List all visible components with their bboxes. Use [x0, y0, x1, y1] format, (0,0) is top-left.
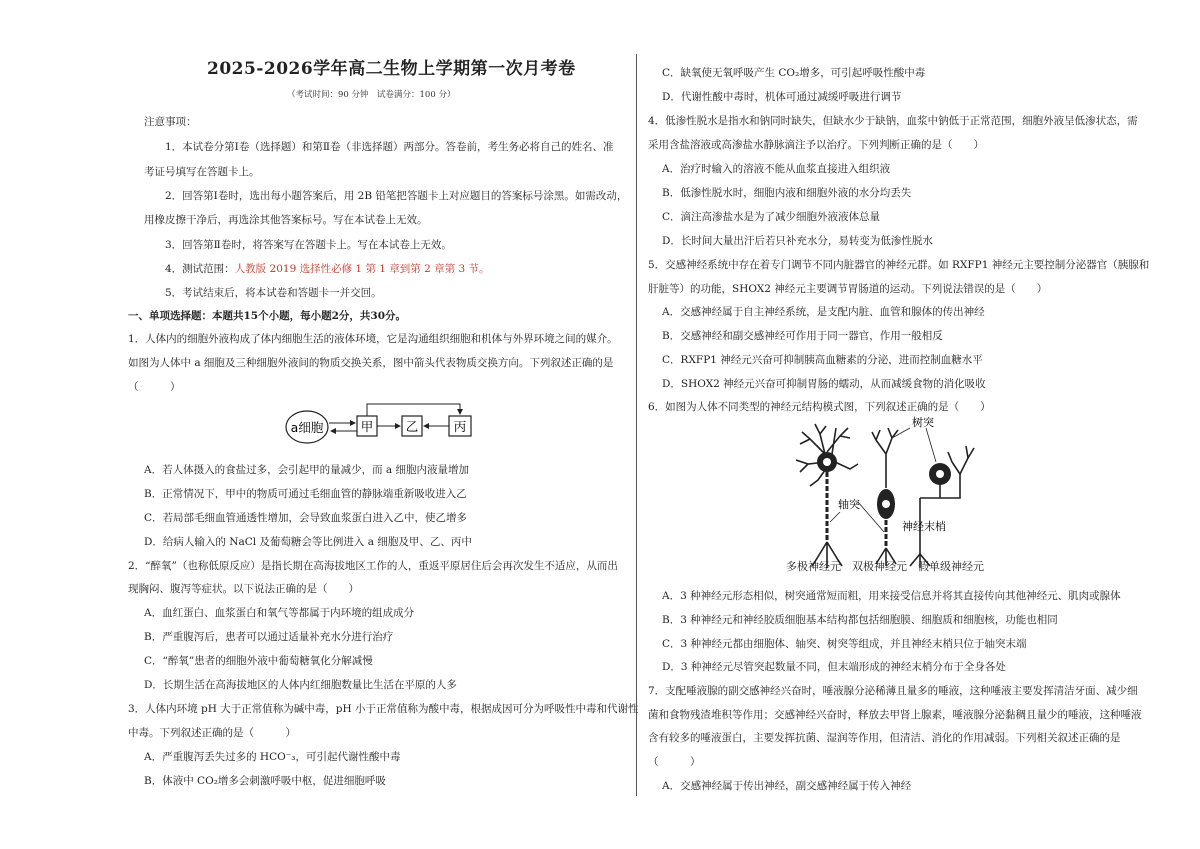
nerve-terminal-label: 神经末梢 [902, 520, 946, 533]
note-5: 5．考试结束后，将本试卷和答题卡一并交回。 [165, 287, 382, 299]
q7-line-2: 菌和食物残渣堆积等作用；交感神经兴奋时，释放去甲肾上腺素，唾液腺分泌黏稠且量少的唾液，这种唾液 [648, 709, 1142, 721]
q4-option-b: B．低渗性脱水时，细胞内液和细胞外液的水分均丢失 [662, 187, 912, 199]
q5-option-a: A．交感神经属于自主神经系统，是支配内脏、血管和腺体的传出神经 [662, 306, 985, 318]
q4-line-1: 4．低渗性脱水是指水和钠同时缺失，但缺水少于缺钠，血浆中钠低于正常范围，细胞外液呈低渗状态，需 [648, 115, 1138, 127]
q3-line-2: 中毒。下列叙述正确的是（ ） [128, 727, 296, 739]
q4-line-2: 采用含盐溶液或高渗盐水静脉滴注予以治疗。下列判断正确的是（ ） [648, 139, 984, 151]
q3-option-a: A．严重腹泻丢失过多的 HCO⁻₃，可引起代谢性酸中毒 [144, 751, 401, 763]
q1-option-b: B．正常情况下，甲中的物质可通过毛细血管的静脉端重新吸收进入乙 [144, 488, 467, 500]
q1-option-a: A．若人体摄入的食盐过多，会引起甲的量减少，而 a 细胞内液量增加 [144, 464, 470, 476]
note-1a: 1．本试卷分第Ⅰ卷（选择题）和第Ⅱ卷（非选择题）两部分。答卷前，考生务必将自己的姓名、准 [165, 141, 614, 153]
q5-line-2: 肝脏等）的功能，SHOX2 神经元主要调节胃肠道的运动。下列说法错误的是（ ） [648, 283, 1048, 295]
dendrite-label: 树突 [912, 416, 934, 429]
q1-option-d: D．给病人输入的 NaCl 及葡萄糖会等比例进入 a 细胞及甲、乙、丙中 [144, 536, 472, 548]
q3-option-c: C．缺氧使无氧呼吸产生 CO₂增多，可引起呼吸性酸中毒 [662, 67, 926, 79]
jia-label: 甲 [360, 419, 374, 434]
q6-option-c: C．3 种神经元都由细胞体、轴突、树突等组成，并且神经末梢只位于轴突末端 [662, 638, 1027, 650]
a-cell-label: a细胞 [290, 420, 324, 435]
q5-option-d: D．SHOX2 神经元兴奋可抑制胃肠的蠕动，从而减缓食物的消化吸收 [662, 378, 986, 390]
multipolar-neuron [796, 424, 858, 568]
q6-option-a: A．3 种神经元形态相似，树突通常短而粗，用来接受信息并将其直接传向其他神经元、肌肉或腺体 [662, 590, 1121, 602]
note-2b: 用橡皮擦干净后，再选涂其他答案标号。写在本试卷上无效。 [144, 214, 428, 226]
q3-option-d: D．代谢性酸中毒时，机体可通过减缓呼吸进行调节 [662, 91, 902, 103]
q1-line-1: 1．人体内的细胞外液构成了体内细胞生活的液体环境，它是沟通组织细胞和机体与外界环境之间的媒介。 [128, 333, 618, 345]
q5-option-b: B．交感神经和副交感神经可作用于同一器官，作用一般相反 [662, 330, 943, 342]
yi-label: 乙 [405, 419, 419, 434]
section-heading: 一、单项选择题：本题共15个小题，每小题2分，共30分。 [128, 310, 407, 322]
q2-option-a: A．血红蛋白、血浆蛋白和氧气等都属于内环境的组成成分 [144, 607, 415, 619]
q2-option-c: C．“醉氧”患者的细胞外液中葡萄糖氧化分解减慢 [144, 655, 373, 667]
q3-line-1: 3．人体内环境 pH 大于正常值称为碱中毒，pH 小于正常值称为酸中毒，根据成因可分为呼吸性中毒和代谢性 [128, 703, 639, 715]
note-3: 3．回答第Ⅱ卷时，将答案写在答题卡上。写在本试卷上无效。 [165, 239, 452, 251]
note-4 [165, 262, 490, 276]
notes-heading: 注意事项： [144, 116, 197, 128]
q2-line-2: 现胸闷、腹泻等症状。以下说法正确的是（ ） [128, 583, 359, 595]
q6-option-b: B．3 种神经元和神经胶质细胞基本结构都包括细胞膜、细胞质和细胞核，功能也相同 [662, 614, 1058, 626]
neuron-figure [780, 414, 1016, 578]
q4-option-c: C．滴注高渗盐水是为了减少细胞外液液体总量 [662, 211, 881, 223]
exam-subtitle: （考试时间：90 分钟 试卷满分：100 分） [287, 90, 456, 100]
page-title: 2025-2026学年高二生物上学期第一次月考卷 [207, 59, 576, 79]
note-4-prefix: 4．测试范围： [165, 263, 235, 275]
q1-line-3: （ ） [128, 381, 181, 393]
q3-option-b: B．体液中 CO₂增多会刺激呼吸中枢，促进细胞呼吸 [144, 775, 386, 787]
q1-line-2: 如图为人体中 a 细胞及三种细胞外液间的物质交换关系，图中箭头代表物质交换方向。下列叙述正确的是 [128, 357, 614, 369]
q6-line-1: 6．如图为人体不同类型的神经元结构模式图，下列叙述正确的是（ ） [648, 401, 991, 413]
q7-line-4: （ ） [648, 756, 701, 768]
q1-option-c: C．若局部毛细血管通透性增加，会导致血浆蛋白进入乙中，使乙增多 [144, 512, 468, 524]
bing-label: 丙 [453, 419, 467, 434]
q2-option-b: B．严重腹泻后，患者可以通过适量补充水分进行治疗 [144, 631, 394, 643]
q5-option-c: C．RXFP1 神经元兴奋可抑制胰高血糖素的分泌，进而控制血糖水平 [662, 354, 983, 366]
q6-option-d: D．3 种神经元尽管突起数量不同，但末端形成的神经末梢分布于全身各处 [662, 661, 1006, 673]
axon-label: 轴突 [838, 498, 860, 511]
q2-option-d: D．长期生活在高海拔地区的人体内红细胞数量比生活在平原的人多 [144, 679, 457, 691]
note-1b: 考证号填写在答题卡上。 [144, 166, 260, 178]
note-2a: 2．回答第Ⅰ卷时，选出每小题答案后，用 2B 铅笔把答题卡上对应题目的答案标号涂黑。如需改动， [165, 190, 628, 202]
q2-line-1: 2．“醉氧”（也称低原反应）是指长期在高海拔地区工作的人，重返平原居住后会再次发生不适应，从而出 [128, 560, 618, 572]
q4-option-a: A．治疗时输入的溶液不能从血浆直接进入组织液 [662, 163, 891, 175]
q1-diagram [280, 398, 480, 446]
q7-line-3: 含有较多的唾液蛋白，主要发挥抗菌、湿润等作用，但清洁、消化的作用减弱。下列相关叙述正确的是 [648, 732, 1121, 744]
q7-line-1: 7．支配唾液腺的副交感神经兴奋时，唾液腺分泌稀薄且量多的唾液，这种唾液主要发挥清洁牙面、减少细 [648, 685, 1138, 697]
neuron-caption: 多极神经元 双极神经元 假单级神经元 [786, 560, 984, 573]
column-divider [636, 54, 637, 796]
q5-line-1: 5．交感神经系统中存在着专门调节不同内脏器官的神经元群。如 RXFP1 神经元主要控制分泌器官（胰腺和 [648, 259, 1150, 271]
q7-option-a: A．交感神经属于传出神经，副交感神经属于传入神经 [662, 780, 912, 792]
note-4-range: 人教版 2019 选择性必修 1 第 1 章到第 2 章第 3 节。 [234, 263, 490, 275]
q4-option-d: D．长时间大量出汗后若只补充水分，易转变为低渗性脱水 [662, 235, 933, 247]
